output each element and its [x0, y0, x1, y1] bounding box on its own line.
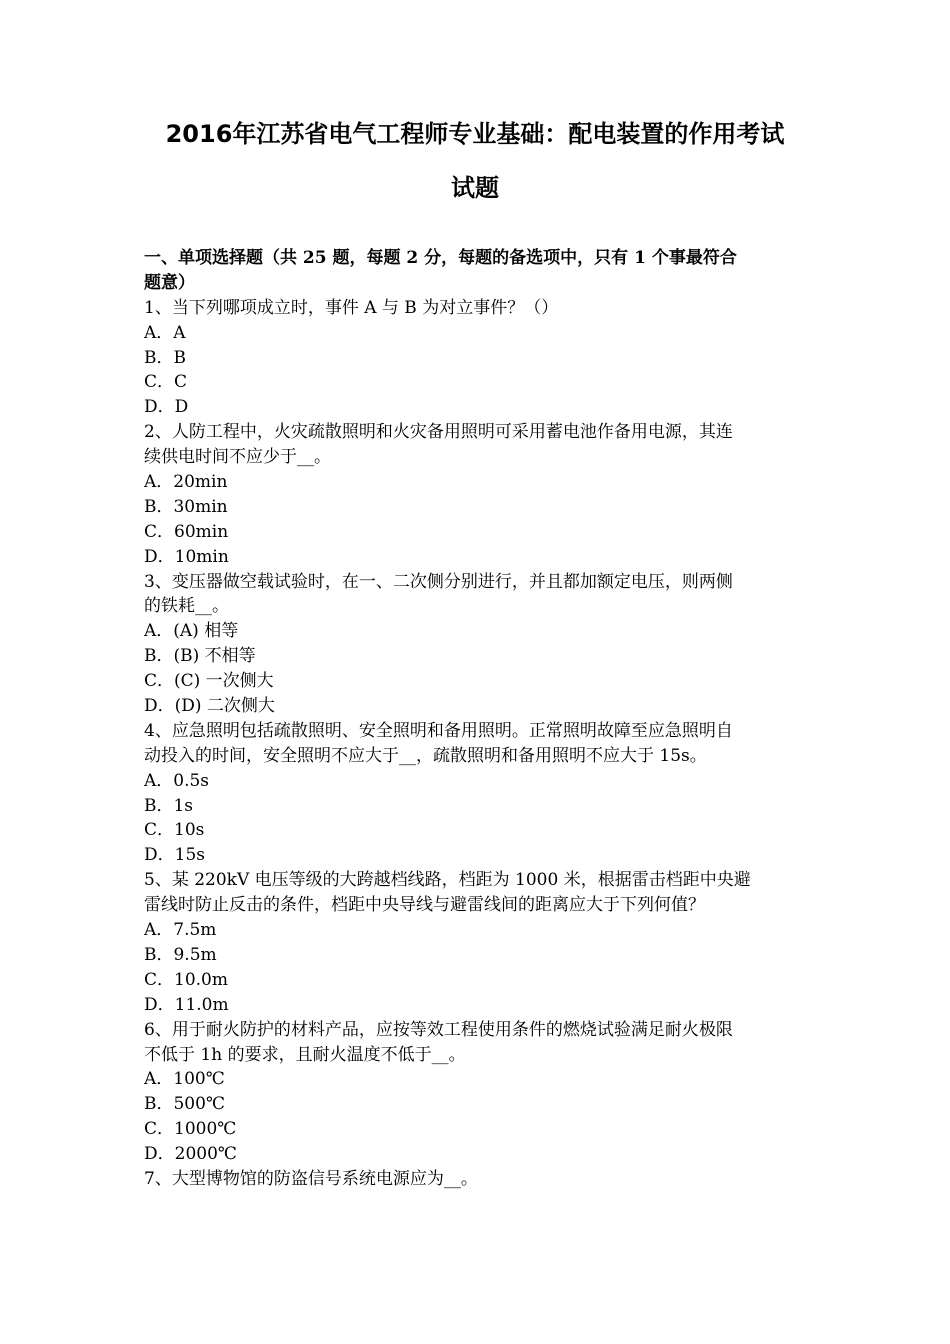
q5-option-b: B．9.5m — [144, 944, 217, 965]
document-title-line-2: 试题 — [451, 174, 499, 202]
q5-option-a: A．7.5m — [144, 920, 217, 941]
question-6-cont: 不低于 1h 的要求，且耐火温度不低于__。 — [144, 1044, 466, 1065]
q1-option-b: B．B — [144, 347, 186, 368]
q2-option-b: B．30min — [144, 496, 228, 517]
question-2-cont: 续供电时间不应少于__。 — [144, 447, 331, 468]
document-title-line-1: 2016年江苏省电气工程师专业基础：配电装置的作用考试 — [165, 120, 785, 148]
q2-option-c: C．60min — [144, 521, 229, 542]
q4-option-b: B．1s — [144, 795, 194, 816]
q5-option-d: D．11.0m — [144, 994, 229, 1015]
question-3-cont: 的铁耗__。 — [144, 596, 229, 617]
q3-option-c: C．(C) 一次侧大 — [144, 671, 274, 692]
question-6: 6、用于耐火防护的材料产品，应按等效工程使用条件的燃烧试验满足耐火极限 — [144, 1019, 733, 1040]
q2-option-d: D．10min — [144, 546, 229, 567]
question-7: 7、大型博物馆的防盗信号系统电源应为__。 — [144, 1168, 478, 1189]
section-heading: 一、单项选择题（共 25 题，每题 2 分，每题的备选项中，只有 1 个事最符合 — [144, 248, 737, 268]
q2-option-a: A．20min — [144, 472, 228, 493]
q6-option-b: B．500℃ — [144, 1094, 225, 1115]
question-5: 5、某 220kV 电压等级的大跨越档线路，档距为 1000 米，根据雷击档距中央避 — [144, 870, 751, 891]
q6-option-a: A．100℃ — [144, 1069, 225, 1090]
q5-option-c: C．10.0m — [144, 969, 228, 990]
q4-option-c: C．10s — [144, 820, 205, 841]
q3-option-b: B．(B) 不相等 — [144, 646, 256, 667]
question-5-cont: 雷线时防止反击的条件，档距中央导线与避雷线间的距离应大于下列何值？ — [144, 895, 705, 916]
question-4-cont: 动投入的时间，安全照明不应大于__，疏散照明和备用照明不应大于 15s。 — [144, 745, 707, 766]
question-2: 2、人防工程中，火灾疏散照明和火灾备用照明可采用蓄电池作备用电源，其连 — [144, 422, 733, 443]
q3-option-a: A．(A) 相等 — [144, 621, 239, 642]
document-body — [144, 246, 808, 1192]
q1-option-d: D．D — [144, 397, 189, 418]
q6-option-d: D．2000℃ — [144, 1144, 237, 1165]
q1-option-a: A．A — [144, 322, 186, 343]
q4-option-a: A．0.5s — [144, 770, 210, 791]
q1-option-c: C．C — [144, 372, 188, 393]
q3-option-d: D．(D) 二次侧大 — [144, 696, 275, 717]
section-heading-cont: 题意） — [144, 272, 195, 293]
question-1: 1、当下列哪项成立时，事件 A 与 B 为对立事件？（） — [144, 297, 559, 318]
question-4: 4、应急照明包括疏散照明、安全照明和备用照明。正常照明故障至应急照明自 — [144, 720, 733, 741]
question-3: 3、变压器做空载试验时，在一、二次侧分别进行，并且都加额定电压，则两侧 — [144, 571, 733, 592]
q6-option-c: C．1000℃ — [144, 1119, 237, 1140]
q4-option-d: D．15s — [144, 845, 205, 866]
